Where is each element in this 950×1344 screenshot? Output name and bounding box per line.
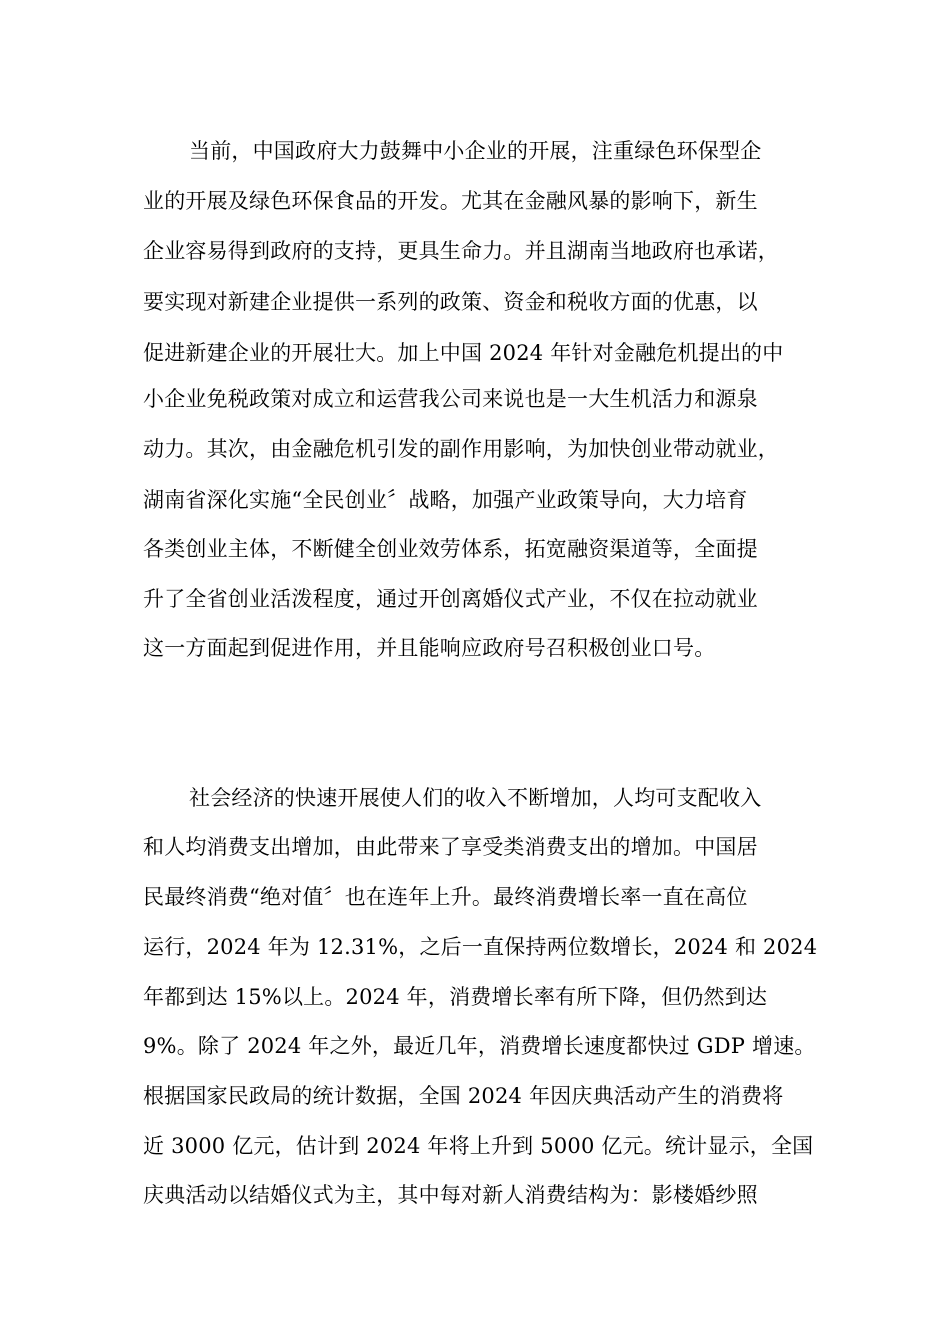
paragraph-line: 运行，2024 年为 12.31%，之后一直保持两位数增长，2024 和 2024 xyxy=(143,935,818,959)
paragraph-line: 庆典活动以结婚仪式为主，其中每对新人消费结构为：影楼婚纱照 xyxy=(143,1183,758,1207)
paragraph-line: 这一方面起到促进作用，并且能响应政府号召积极创业口号。 xyxy=(143,636,716,660)
paragraph-line: 社会经济的快速开展使人们的收入不断增加，人均可支配收入 xyxy=(189,786,762,810)
paragraph-line: 动力。其次，由金融危机引发的副作用影响，为加快创业带动就业， xyxy=(143,437,779,461)
paragraph-line: 和人均消费支出增加，由此带来了享受类消费支出的增加。中国居 xyxy=(143,835,758,859)
paragraph-line: 升了全省创业活泼程度，通过开创离婚仪式产业，不仅在拉动就业 xyxy=(143,587,758,611)
paragraph-line: 根据国家民政局的统计数据，全国 2024 年因庆典活动产生的消费将 xyxy=(143,1084,784,1108)
paragraph-line: 小企业免税政策对成立和运营我公司来说也是一大生机活力和源泉 xyxy=(143,387,758,411)
paragraph-line: 湖南省深化实施“全民创业〞战略，加强产业政策导向，大力培育 xyxy=(143,488,748,512)
paragraph-line: 民最终消费“绝对值〞也在连年上升。最终消费增长率一直在高位 xyxy=(143,885,748,909)
paragraph-line: 年都到达 15%以上。2024 年，消费增长率有所下降，但仍然到达 xyxy=(143,985,768,1009)
paragraph-line: 要实现对新建企业提供一系列的政策、资金和税收方面的优惠，以 xyxy=(143,290,758,314)
paragraph-line: 各类创业主体，不断健全创业效劳体系，拓宽融资渠道等，全面提 xyxy=(143,537,758,561)
paragraph-line: 当前，中国政府大力鼓舞中小企业的开展，注重绿色环保型企 xyxy=(189,139,762,163)
paragraph-line: 促进新建企业的开展壮大。加上中国 2024 年针对金融危机提出的中 xyxy=(143,341,784,365)
paragraph-line: 近 3000 亿元，估计到 2024 年将上升到 5000 亿元。统计显示，全国 xyxy=(143,1134,814,1158)
paragraph-line: 业的开展及绿色环保食品的开发。尤其在金融风暴的影响下，新生 xyxy=(143,189,758,213)
paragraph-line: 企业容易得到政府的支持，更具生命力。并且湖南当地政府也承诺， xyxy=(143,239,779,263)
paragraph-line: 9%。除了 2024 年之外，最近几年，消费增长速度都快过 GDP 增速。 xyxy=(143,1034,816,1058)
